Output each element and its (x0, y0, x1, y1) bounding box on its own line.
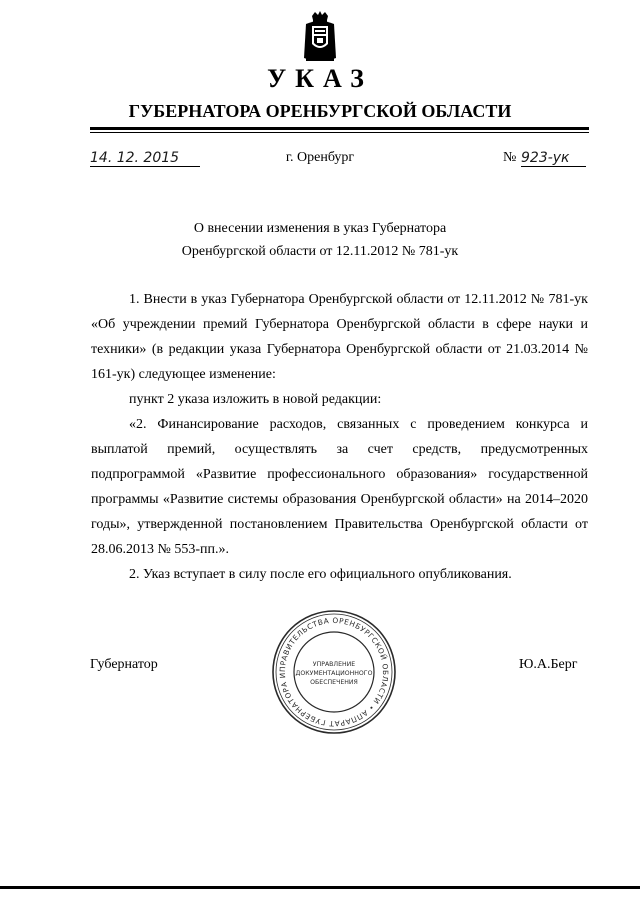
signature-name: Ю.А.Берг (519, 657, 578, 672)
seal-inner-line: УПРАВЛЕНИЕ (312, 661, 356, 668)
document-number: 923-ук (521, 150, 586, 167)
paragraph: 1. Внести в указ Губернатора Оренбургской области от 12.11.2012 № 781-ук «Об учреждении премий Губернатора Оренбургской области в сфере науки и техники» (в редакции указа Губернатора Оренбургской области от 21.03.2014 № 161-ук) следующее изменение: (91, 292, 588, 382)
document-subtitle: ГУБЕРНАТОРА ОРЕНБУРГСКОЙ ОБЛАСТИ (128, 101, 512, 121)
heading-line: Оренбургской области от 12.11.2012 № 781-ук (181, 244, 459, 259)
coat-of-arms-icon (300, 10, 340, 65)
header-divider (90, 127, 589, 130)
seal-inner-line: ДОКУМЕНТАЦИОННОГО (295, 670, 373, 677)
heading-line: О внесении изменения в указ Губернатора (193, 221, 447, 236)
document-title: УКАЗ (267, 64, 373, 93)
document-date: 14. 12. 2015 (90, 150, 200, 167)
signature-title: Губернатор (90, 657, 158, 672)
document-city: г. Оренбург (285, 150, 355, 165)
paragraph: пункт 2 указа изложить в новой редакции: (129, 392, 382, 407)
header-divider-thin (90, 132, 589, 133)
document-number-label: № (503, 150, 517, 165)
official-seal-icon (270, 608, 398, 736)
document-body (91, 287, 588, 587)
seal-outer-text: ПРАВИТЕЛЬСТВА ОРЕНБУРГСКОЙ ОБЛАСТИ • АППАРАТ ГУБЕРНАТОРА И (277, 615, 391, 729)
seal-inner-line: ОБЕСПЕЧЕНИЯ (310, 679, 358, 686)
document-heading (0, 217, 640, 263)
footer-divider (0, 886, 640, 889)
paragraph: 2. Указ вступает в силу после его официального опубликования. (129, 567, 512, 582)
paragraph: «2. Финансирование расходов, связанных с проведением конкурса и выплатой премий, осуществлять за счет средств, предусмотренных подпрограммой «Развитие профессионального образования» государственной программы «Развитие системы образования Оренбургской области» на 2014–2020 годы», утвержденной постановлением Правительства Оренбургской области от 28.06.2013 № 553-пп.». (91, 417, 588, 557)
